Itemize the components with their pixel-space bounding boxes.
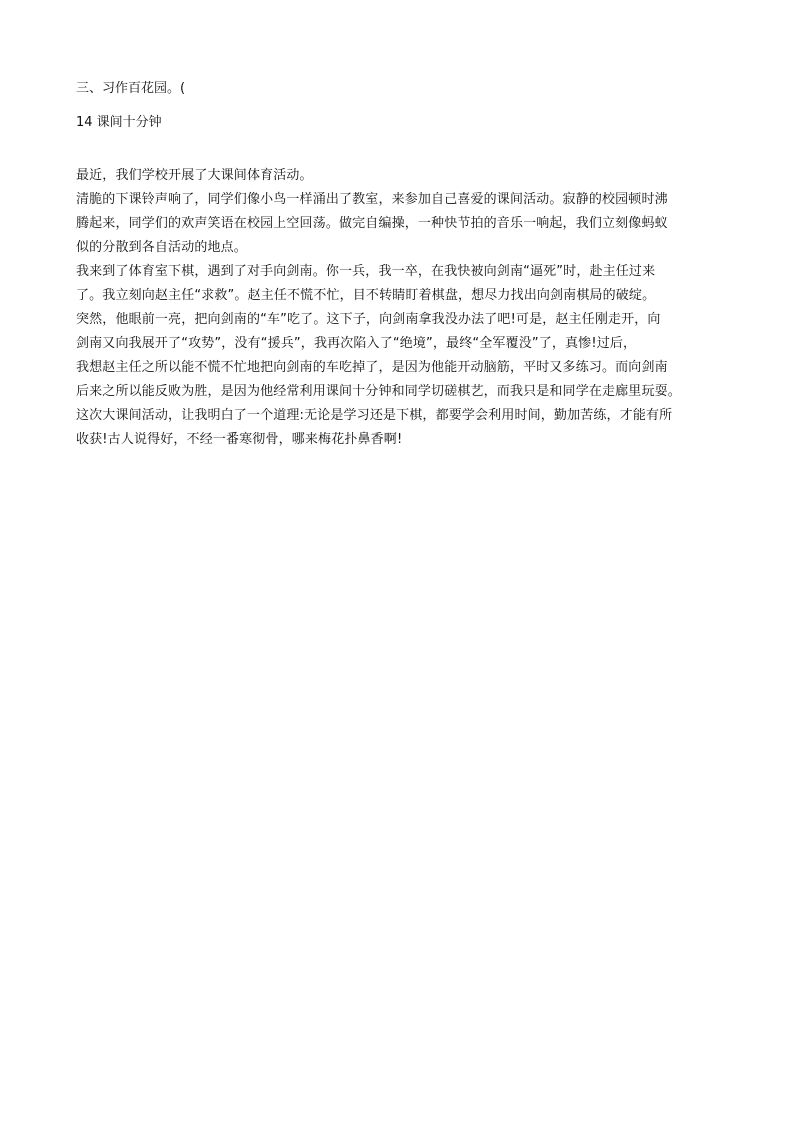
text-line: 收获!古人说得好，不经一番寒彻骨，哪来梅花扑鼻香啊! — [76, 432, 403, 447]
text-line: 腾起来，同学们的欢声笑语在校园上空回荡。做完自编操，一种快节拍的音乐一响起，我们立刻像蚂蚁 — [76, 216, 668, 231]
text-line: 后来之所以能反败为胜，是因为他经常利用课间十分钟和同学切磋棋艺，而我只是和同学在走廊里玩耍。 — [76, 384, 681, 399]
section-heading: 三、习作百花园。( — [76, 81, 186, 96]
text-line: 我来到了体育室下棋，遇到了对手向剑南。你一兵，我一卒，在我快被向剑南“逼死”时，赴主任过来 — [76, 264, 656, 279]
text-line: 剑南又向我展开了“攻势”，没有“援兵”，我再次陷入了“绝境”，最终“全军覆没”了，真惨!过后， — [76, 336, 637, 351]
text-line: 突然，他眼前一亮，把向剑南的“车”吃了。这下子，向剑南拿我没办法了吧!可是，赵主任刚走开，向 — [76, 312, 661, 327]
essay-title: 14 课间十分钟 — [76, 115, 162, 130]
text-line: 清脆的下课铃声响了，同学们像小鸟一样涌出了教室，来参加自己喜爱的课间活动。寂静的校园顿时沸 — [76, 192, 668, 207]
text-line: 我想赵主任之所以能不慌不忙地把向剑南的车吃掉了，是因为他能开动脑筋，平时又多练习。而向剑南 — [76, 360, 668, 375]
text-line: 了。我立刻向赵主任“求救”。赵主任不慌不忙，目不转睛盯着棋盘，想尽力找出向剑南棋局的破绽。 — [76, 288, 656, 303]
text-line: 似的分散到各自活动的地点。 — [76, 240, 247, 255]
paragraph-chess — [76, 260, 721, 404]
paragraph-conclusion — [76, 404, 721, 452]
paragraph-intro — [76, 164, 721, 188]
text-line: 最近，我们学校开展了大课间体育活动。 — [76, 168, 313, 183]
paragraph-bell — [76, 188, 721, 260]
text-line: 这次大课间活动，让我明白了一个道理:无论是学习还是下棋，都要学会利用时间，勤加苦练，才能有所 — [76, 408, 673, 423]
essay-body — [76, 164, 721, 452]
